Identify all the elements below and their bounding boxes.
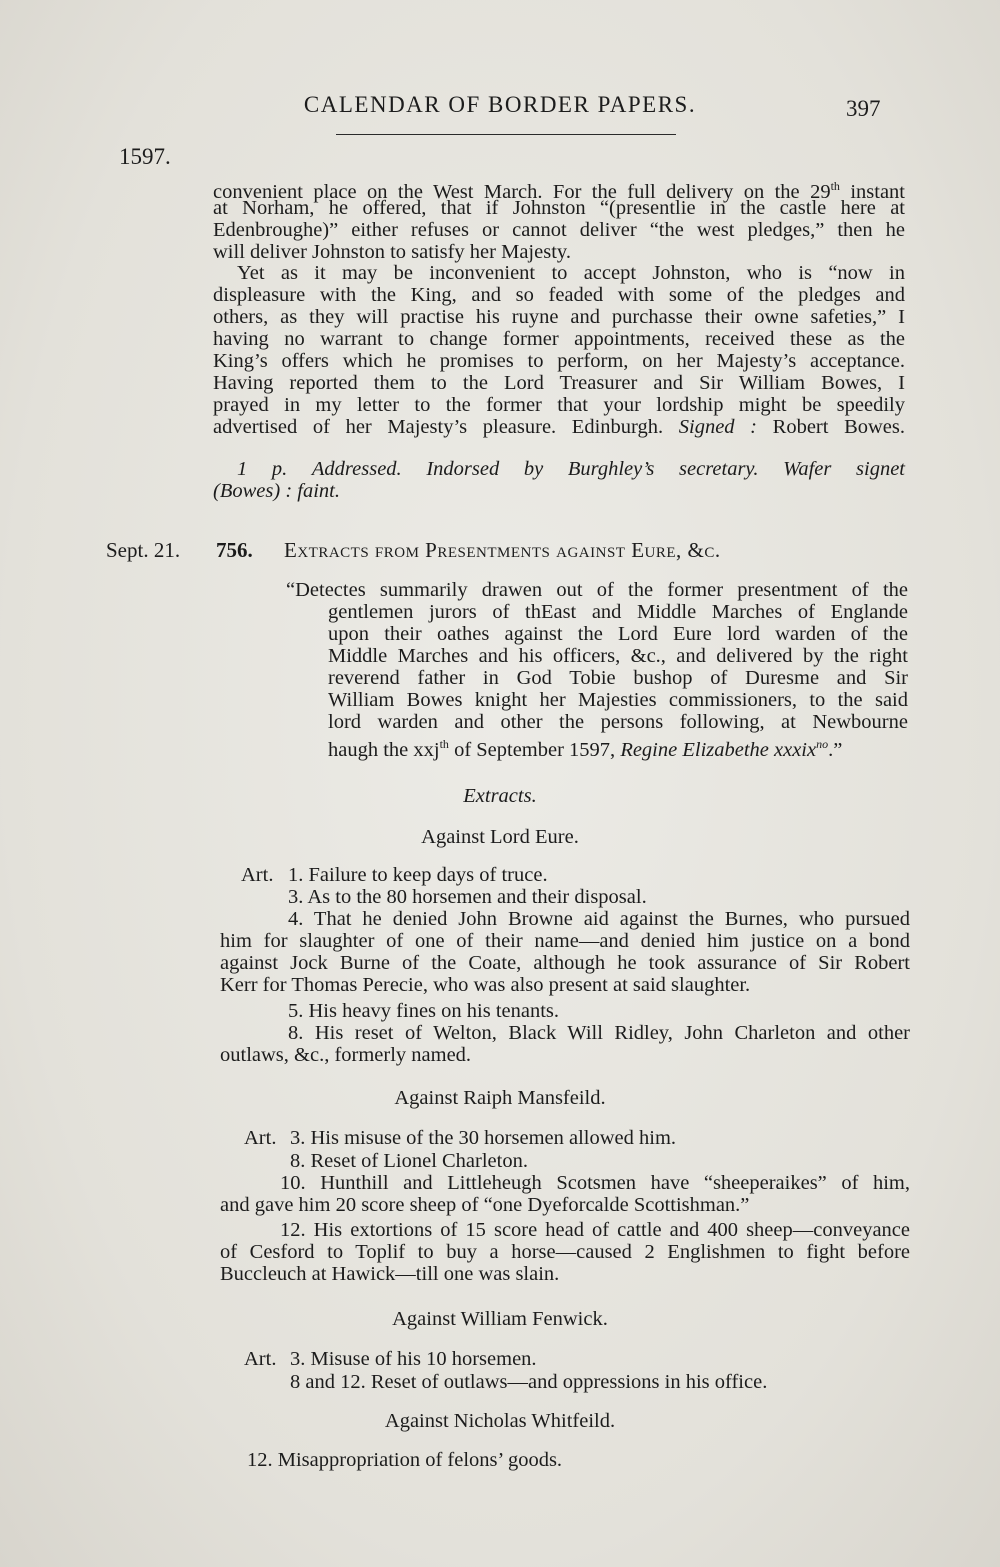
- text-line: gentlemen jurors of thEast and Middle Marches of Englande: [328, 601, 908, 623]
- art-label: Art.: [244, 1348, 277, 1370]
- text-line: prayed in my letter to the former that your lordship might be speedily: [213, 394, 905, 416]
- article-8: 8. His reset of Welton, Black Will Ridley, John Charleton and other outlaws, &c., formerly named.: [220, 1022, 910, 1066]
- signatory: Robert Bowes.: [772, 416, 906, 438]
- text-line: displeasure with the King, and so feaded with some of the pledges and: [213, 284, 905, 306]
- art-label: Art.: [244, 1127, 277, 1149]
- entry-date: Sept. 21.: [106, 538, 181, 562]
- letter-paragraph-2: [213, 262, 905, 438]
- text-line: others, as they will practise his ruyne and purchasse their owne safeties,” I: [213, 306, 905, 328]
- margin-year: 1597.: [119, 144, 171, 169]
- section-heading-mansfeild: Against Raiph Mansfeild.: [394, 1087, 606, 1109]
- entry-heading: [106, 538, 906, 562]
- section-heading-fenwick: Against William Fenwick.: [392, 1308, 608, 1330]
- text-line: Middle Marches and his officers, &c., and delivered by the right: [328, 645, 908, 667]
- text-line: 1 p. Addressed. Indorsed by Burghley’s secretary. Wafer signet: [237, 458, 905, 480]
- text-line: William Bowes knight her Majesties commissioners, to the said: [328, 689, 908, 711]
- entry-title: Extracts from Presentments against Eure, &c.: [284, 538, 721, 562]
- text-line: haugh the xxj$^{th}$ of September 1597, Regine Elizabethe xxxix$^{no}$.”: [328, 737, 843, 761]
- article-12: 12. Misappropriation of felons’ goods.: [247, 1449, 563, 1471]
- page-number: 397: [846, 96, 881, 121]
- text-line: at Norham, he offered, that if Johnston “(presentlie in the castle here at: [213, 197, 905, 219]
- text-line: Yet as it may be inconvenient to accept Johnston, who is “now in: [237, 262, 905, 284]
- text-line: Having reported them to the Lord Treasurer and Sir William Bowes, I: [213, 372, 905, 394]
- text-line: will deliver Johnston to satisfy her Majesty.: [213, 241, 571, 263]
- document-description: [213, 458, 905, 502]
- text-line: reverend father in God Tobie bushop of Duresme and Sir: [328, 667, 908, 689]
- text-line: upon their oathes against the Lord Eure lord warden of the: [328, 623, 908, 645]
- signature-line: advertised of her Majesty’s pleasure. Edinburgh. Signed : Robert Bowes.: [213, 416, 906, 438]
- letter-paragraph-1: [213, 175, 905, 263]
- signed-label: Signed :: [678, 416, 758, 438]
- art-label: Art.: [241, 864, 274, 886]
- article-3: 3. Misuse of his 10 horsemen.: [290, 1348, 537, 1370]
- section-heading-whitfeild: Against Nicholas Whitfeild.: [384, 1410, 616, 1432]
- article-10: 10. Hunthill and Littleheugh Scotsmen have “sheeperaikes” of him, and gave him 20 score sheep of “one Dyeforcalde Scottishman.”: [220, 1172, 910, 1216]
- quote-first-line: “Detectes summarily drawen out of the former presentment of the: [286, 579, 908, 601]
- article-8: 8. Reset of Lionel Charleton.: [290, 1150, 528, 1172]
- article-3: 3. His misuse of the 30 horsemen allowed him.: [290, 1127, 677, 1149]
- running-title: CALENDAR OF BORDER PAPERS.: [303, 92, 697, 117]
- text-line: lord warden and other the persons following, at Newbourne: [328, 711, 908, 733]
- text-line: (Bowes) : faint.: [213, 480, 340, 502]
- extracts-heading: Extracts.: [463, 785, 537, 807]
- article-3: 3. As to the 80 horsemen and their disposal.: [288, 886, 647, 908]
- text-line: Edenbroughe)” either refuses or cannot deliver “the west pledges,” then he: [213, 219, 905, 241]
- article-8-and-12: 8 and 12. Reset of outlaws—and oppressions in his office.: [290, 1371, 768, 1393]
- text-line: having no warrant to change former appointments, received these as the: [213, 328, 905, 350]
- article-5: 5. His heavy fines on his tenants.: [288, 1000, 560, 1022]
- article-4: 4. That he denied John Browne aid against the Burnes, who pursued him for slaughter of one of their name—and denied him justice on a bond against Jock Burne of the Coate, although he took assurance of Sir Robert Kerr for Thomas Perecie, who was also present at said slaughter.: [220, 908, 910, 996]
- article-1: 1. Failure to keep days of truce.: [288, 864, 548, 886]
- entry-number: 756.: [216, 538, 253, 562]
- text-line: convenient place on the West March. For the full delivery on the 29th instant: [213, 179, 905, 203]
- article-12: 12. His extortions of 15 score head of cattle and 400 sheep—conveyance of Cesford to Toplif to buy a horse—caused 2 Englishmen to fight before Buccleuch at Hawick—till one was slain.: [220, 1219, 910, 1285]
- section-heading-eure: Against Lord Eure.: [421, 826, 579, 848]
- text-line: King’s offers which he promises to perform, on her Majesty’s acceptance.: [213, 350, 905, 372]
- header-rule: [336, 134, 676, 135]
- quote-body: [328, 601, 908, 761]
